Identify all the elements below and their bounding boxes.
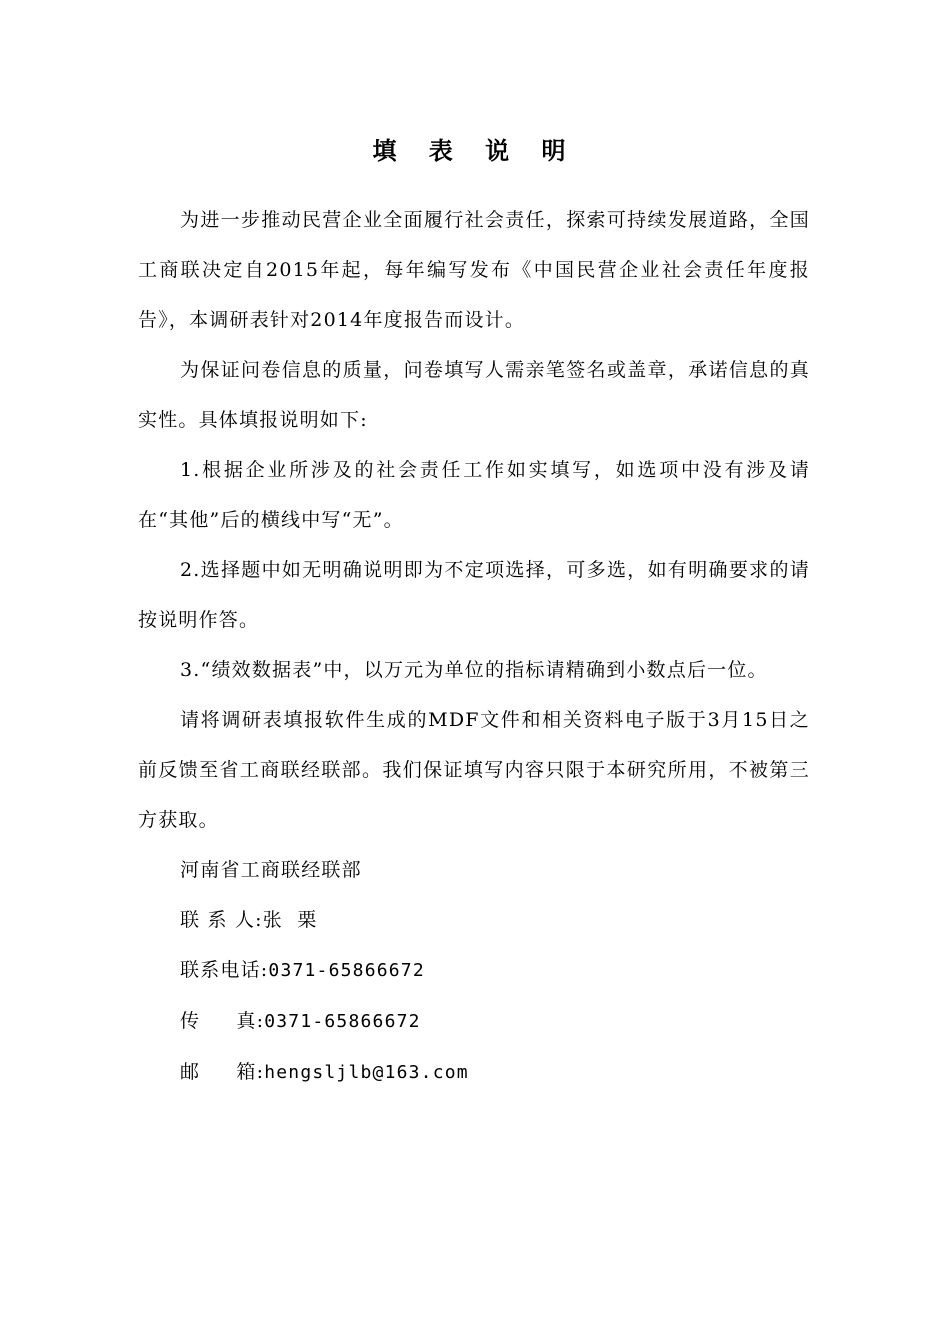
organization-name: 河南省工商联经联部 — [180, 859, 362, 881]
contact-email-label: 邮 箱: — [180, 1061, 265, 1083]
contact-fax-value: 0371-65866672 — [264, 1011, 421, 1032]
contact-fax-line — [138, 996, 810, 1047]
contact-email-line — [138, 1047, 810, 1098]
instruction-item-3: 3.“绩效数据表”中，以万元为单位的指标请精确到小数点后一位。 — [180, 659, 768, 681]
intro-paragraph: 为进一步推动民营企业全面履行社会责任，探索可持续发展道路，全国工商联决定自2015年起，每年编写发布《中国民营企业社会责任年度报告》，本调研表针对2014年度报告而设计。 — [138, 209, 810, 331]
contact-person-label: 联 系 人: — [180, 909, 263, 931]
contact-phone-label: 联系电话: — [180, 959, 269, 981]
contact-person-value: 张 栗 — [262, 909, 318, 931]
contact-fax-label: 传 真: — [180, 1010, 265, 1032]
page-title: 填 表 说 明 — [372, 137, 578, 165]
instruction-item-1: 1.根据企业所涉及的社会责任工作如实填写，如选项中没有涉及请在“其他”后的横线中写“无”。 — [138, 459, 810, 531]
instruction-item-2: 2.选择题中如无明确说明即为不定项选择，可多选，如有明确要求的请按说明作答。 — [138, 559, 810, 631]
submission-paragraph: 请将调研表填报软件生成的MDF文件和相关资料电子版于3月15日之前反馈至省工商联经联部。我们保证填写内容只限于本研究所用，不被第三方获取。 — [138, 709, 810, 831]
contact-phone-value: 0371-65866672 — [268, 960, 425, 981]
contact-email-value: hengsljlb@163.com — [264, 1062, 469, 1083]
quality-paragraph: 为保证问卷信息的质量，问卷填写人需亲笔签名或盖章，承诺信息的真实性。具体填报说明如下: — [138, 359, 810, 431]
document-body — [138, 195, 810, 1098]
contact-person-line — [138, 895, 810, 945]
contact-phone-line — [138, 945, 810, 996]
